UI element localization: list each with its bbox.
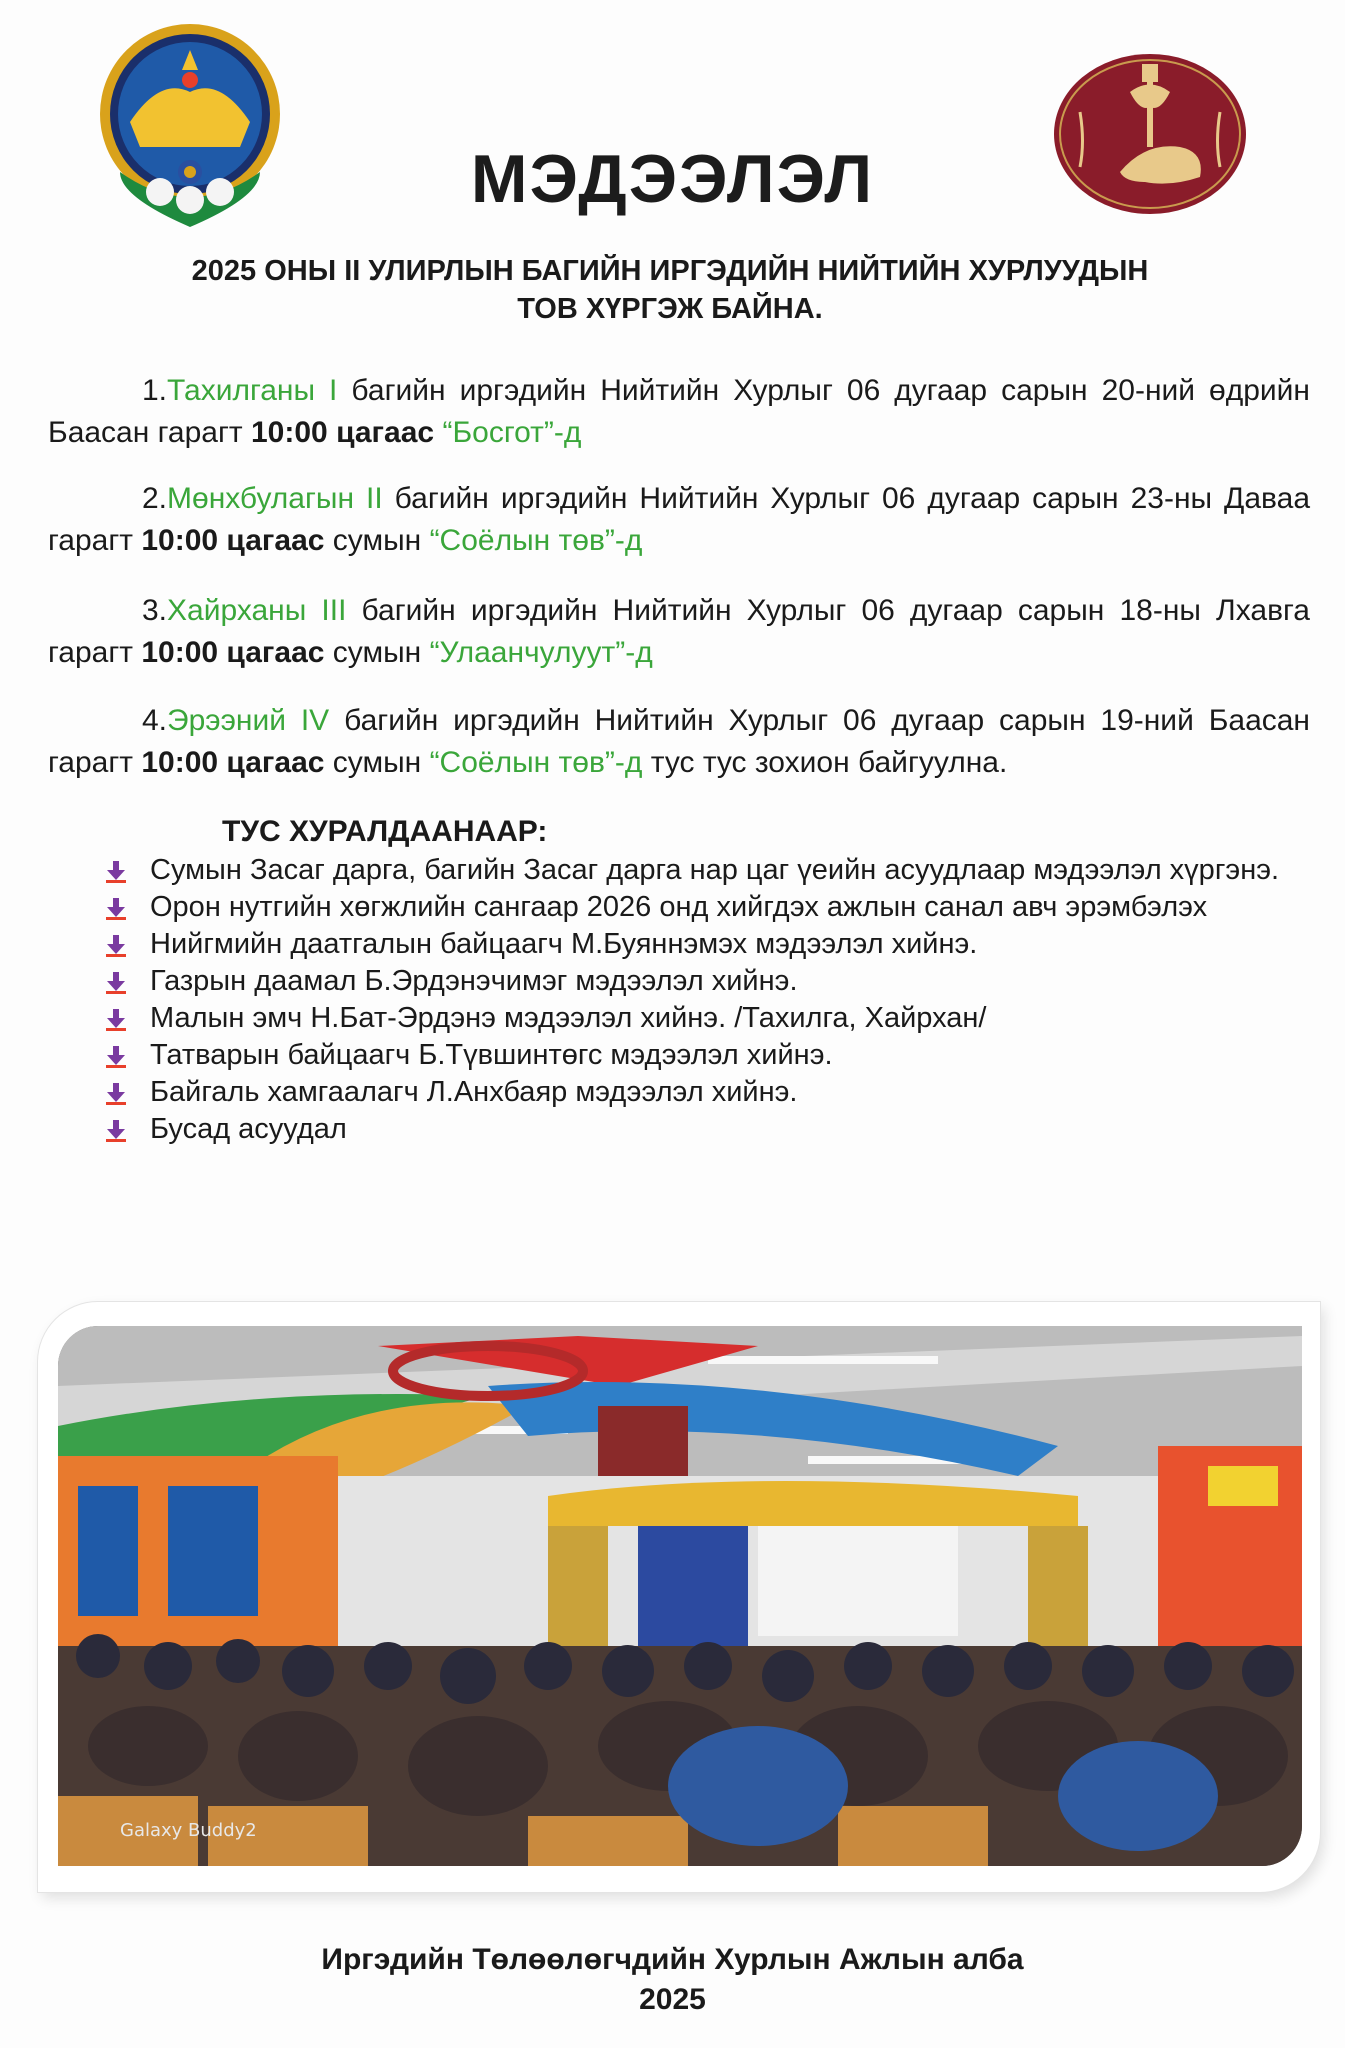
- arrow-down-bullet-icon: [104, 897, 128, 921]
- footer: [0, 1940, 1345, 2020]
- meeting-paragraph-4: [48, 700, 1310, 784]
- agenda-title: ТУС ХУРАЛДААНААР:: [222, 815, 548, 848]
- photo-watermark: Galaxy Buddy2: [120, 1820, 257, 1841]
- meeting-time: 10:00 цагаас: [251, 416, 435, 449]
- meeting-text: багийн иргэдийн Нийтийн Хурлыг 06 дугаар сарын 20-ний өдрийн Баасан гарагт: [48, 374, 1310, 449]
- arrow-down-bullet-icon: [104, 971, 128, 995]
- meeting-text: сумын: [324, 636, 430, 669]
- meeting-time: 10:00 цагаас: [141, 636, 325, 669]
- agenda-item: Газрын даамал Б.Эрдэнэчимэг мэдээлэл хийнэ.: [100, 963, 1320, 1000]
- agenda-item: Татварын байцаагч Б.Түвшинтөгс мэдээлэл хийнэ.: [100, 1037, 1320, 1074]
- arrow-down-bullet-icon: [104, 1045, 128, 1069]
- footer-year: 2025: [639, 1983, 706, 2016]
- meeting-paragraph-2: [48, 478, 1310, 562]
- meeting-bag-name: Мөнхбулагын II: [167, 482, 383, 515]
- agenda-list: [100, 852, 1320, 1148]
- meeting-text: багийн иргэдийн Нийтийн Хурлыг 06 дугаар сарын 23-ны Даваа гарагт: [48, 482, 1310, 557]
- meeting-text: тус тус зохион байгуулна.: [642, 746, 1008, 779]
- page-title: МЭДЭЭЛЭЛ: [470, 141, 875, 217]
- page-subtitle: [120, 252, 1220, 328]
- arrow-down-bullet-icon: [104, 1008, 128, 1032]
- arrow-down-bullet-icon: [104, 934, 128, 958]
- footer-organization: Иргэдийн Төлөөлөгчдийн Хурлын Ажлын алба: [321, 1943, 1024, 1976]
- agenda-item: Малын эмч Н.Бат-Эрдэнэ мэдээлэл хийнэ. /Тахилга, Хайрхан/: [100, 1000, 1320, 1037]
- meeting-number: 3.: [142, 594, 168, 627]
- meeting-number: 4.: [142, 704, 168, 737]
- meeting-paragraph-3: [48, 590, 1310, 674]
- meeting-text: сумын: [324, 746, 430, 779]
- meeting-place: “Соёлын төв”-д: [429, 524, 643, 557]
- meeting-bag-name: Эрээний IV: [167, 704, 330, 737]
- meeting-place: “Босгот”-д: [442, 416, 582, 449]
- meeting-bag-name: Тахилганы I: [167, 374, 338, 407]
- meeting-time: 10:00 цагаас: [141, 746, 325, 779]
- arrow-down-bullet-icon: [104, 860, 128, 884]
- meeting-paragraph-1: [48, 370, 1310, 454]
- meeting-text: багийн иргэдийн Нийтийн Хурлыг 06 дугаар сарын 19-ний Баасан гарагт: [48, 704, 1310, 779]
- subtitle-line-2: ТОВ ХҮРГЭЖ БАЙНА.: [517, 293, 823, 325]
- meeting-number: 2.: [142, 482, 168, 515]
- meeting-place: “Улаанчулуут”-д: [429, 636, 653, 669]
- agenda-item: Нийгмийн даатгалын байцаагч М.Буяннэмэх мэдээлэл хийнэ.: [100, 926, 1320, 963]
- agenda-item: Орон нутгийн хөгжлийн сангаар 2026 онд хийгдэх ажлын санал авч эрэмбэлэх: [100, 889, 1320, 926]
- agenda-item: Бусад асуудал: [100, 1111, 1320, 1148]
- meeting-place: “Соёлын төв”-д: [429, 746, 643, 779]
- meeting-text: багийн иргэдийн Нийтийн Хурлыг 06 дугаар сарын 18-ны Лхавга гарагт: [48, 594, 1310, 669]
- arrow-down-bullet-icon: [104, 1082, 128, 1106]
- agenda-item: Байгаль хамгаалагч Л.Анхбаяр мэдээлэл хийнэ.: [100, 1074, 1320, 1111]
- arrow-down-bullet-icon: [104, 1119, 128, 1143]
- meeting-time: 10:00 цагаас: [141, 524, 325, 557]
- meeting-bag-name: Хайрханы III: [167, 594, 347, 627]
- meeting-number: 1.: [142, 374, 168, 407]
- agenda-item: Сумын Засаг дарга, багийн Засаг дарга нар цаг үеийн асуудлаар мэдээлэл хүргэнэ.: [100, 852, 1320, 889]
- meeting-text: сумын: [324, 524, 430, 557]
- subtitle-line-1: 2025 ОНЫ II УЛИРЛЫН БАГИЙН ИРГЭДИЙН НИЙТИЙН ХУРЛУУДЫН: [191, 255, 1149, 287]
- meeting-hall-photo: [58, 1326, 1302, 1866]
